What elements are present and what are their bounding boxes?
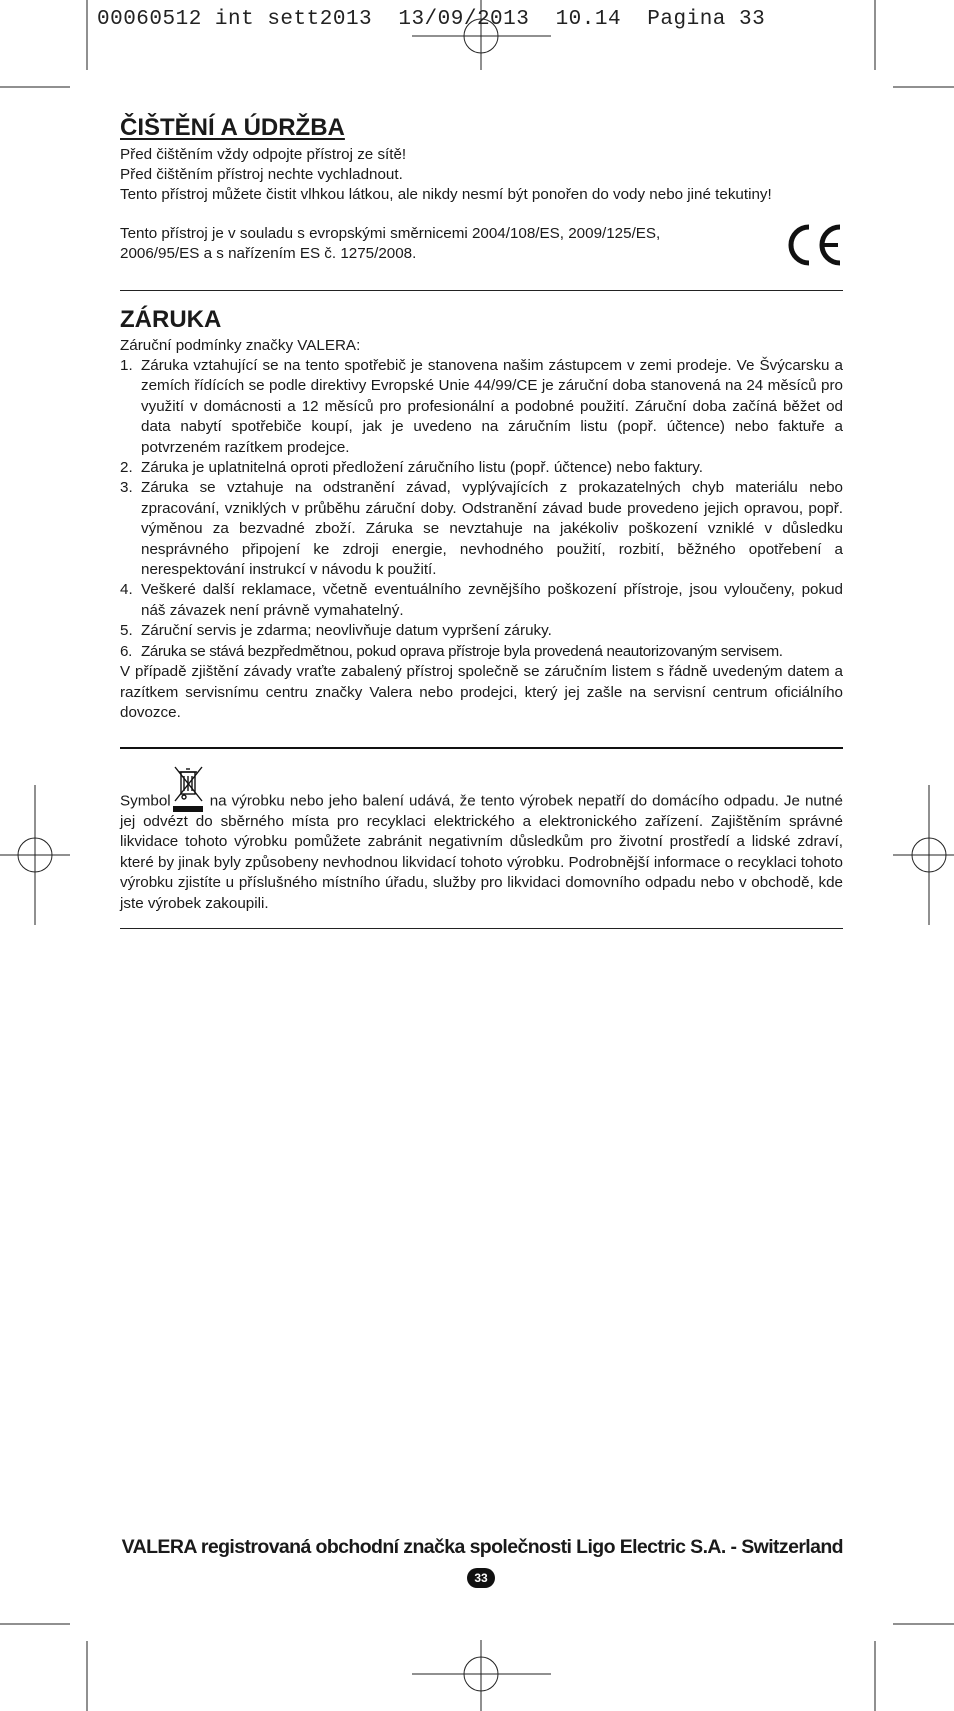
brand-footer: VALERA registrovaná obchodní značka společnosti Ligo Electric S.A. - Switzerland <box>121 1536 843 1558</box>
crossed-out-wheelie-bin-icon <box>171 764 205 814</box>
disposal-symbol-word: Symbol <box>120 792 171 810</box>
section-divider <box>120 928 843 929</box>
cleaning-title: ČIŠTĚNÍ A ÚDRŽBA <box>120 114 345 141</box>
list-item: 5. Záruční servis je zdarma; neovlivňuje datum vypršení záruky. <box>120 622 552 640</box>
warranty-intro: Záruční podmínky značky VALERA: <box>120 337 361 354</box>
disposal-section <box>120 764 843 914</box>
list-item: 2. Záruka je uplatnitelná oproti předložení záručního listu (popř. účtence) nebo faktury. <box>120 459 703 477</box>
compliance-line: 2006/95/ES a s nařízením ES č. 1275/2008. <box>120 245 417 262</box>
ce-mark-icon <box>784 223 844 267</box>
cleaning-line: Před čištěním přístroj nechte vychladnout. <box>120 166 403 183</box>
cleaning-line: Před čištěním vždy odpojte přístroj ze sítě! <box>120 146 407 163</box>
section-divider <box>120 747 843 749</box>
list-item: 3. Záruka se vztahuje na odstranění závad, vyplývajících z prokazatelných chyb materiálu nebo zpracování, vzniklých v průběhu záruční doby. Odstranění závad bude provedeno jejich opravou, popř. výměnou za bezvadné zboží. Záruka se nevztahuje na jakékoliv poškození vzniklé v důsledku nesprávného připojení ke zdroji energie, nevhodného použití, rozbití, běžného opotřebení a nerespektování instrukcí v návodu k použití. <box>120 479 843 579</box>
cleaning-line: Tento přístroj můžete čistit vlhkou látkou, ale nikdy nesmí být ponořen do vody nebo jiné tekutiny! <box>120 186 772 203</box>
list-item: 4. Veškeré další reklamace, včetně eventuálního zevnějšího poškození přístroje, jsou vyloučeny, pokud náš závazek není právně vymahatelný. <box>120 581 843 619</box>
list-item: 6. Záruka se stává bezpředmětnou, pokud oprava přístroje byla provedená neautorizovaným servisem. <box>120 642 783 660</box>
warranty-section <box>120 306 843 723</box>
cleaning-section <box>120 114 843 264</box>
print-slug-header: 00060512 int sett2013 13/09/2013 10.14 Pagina 33 <box>97 8 766 31</box>
list-item: 1. Záruka vztahující se na tento spotřebič je stanovena našim zástupcem v zemi prodeje. Ve Švýcarsku a zemích řídících se podle direktivy Evropské Unie 44/99/CE je záruční doba stanovená na 24 měsíců pro využití v domácnosti a 12 měsíců pro profesionální a podobné použití. Záruční doba začíná běžet od data nabytí spotřebiče koupí, jak je uvedeno na záručním listu (popř. účtence) nebo faktuře a potvrzeném razítkem prodejce. <box>120 357 843 456</box>
disposal-paragraph <box>120 764 843 914</box>
warranty-list <box>120 356 843 662</box>
disposal-text: na výrobku nebo jeho balení udává, že tento výrobek nepatří do domácího odpadu. Je nutné jej odvézt do sběrného místa pro recyklaci elektrického a elektronického zařízení. Zajištěním správné likvidace tohoto výrobku pomůžete zabránit negativním důsledkům pro životní prostředí a lidské zdraví, které by jinak byly způsobeny nevhodnou likvidací tohoto výrobku. Podrobnější informace o recyklaci tohoto výrobku zjistíte u příslušného místního úřadu, služby pro likvidaci domovního odpadu nebo v obchodě, kde jste výrobek zakoupili. <box>120 792 843 912</box>
compliance-line: Tento přístroj je v souladu s evropskými směrnicemi 2004/108/ES, 2009/125/ES, <box>120 225 661 242</box>
section-divider <box>120 290 843 291</box>
warranty-title: ZÁRUKA <box>120 306 222 333</box>
page-number-badge: 33 <box>467 1568 495 1588</box>
warranty-closing: V případě zjištění závady vraťte zabalený přístroj společně se záručním listem s řádně uvedeným datem a razítkem servisnímu centru značky Valera nebo prodejci, který jej zašle na servisní centrum oficiálního dovozce. <box>120 663 843 721</box>
